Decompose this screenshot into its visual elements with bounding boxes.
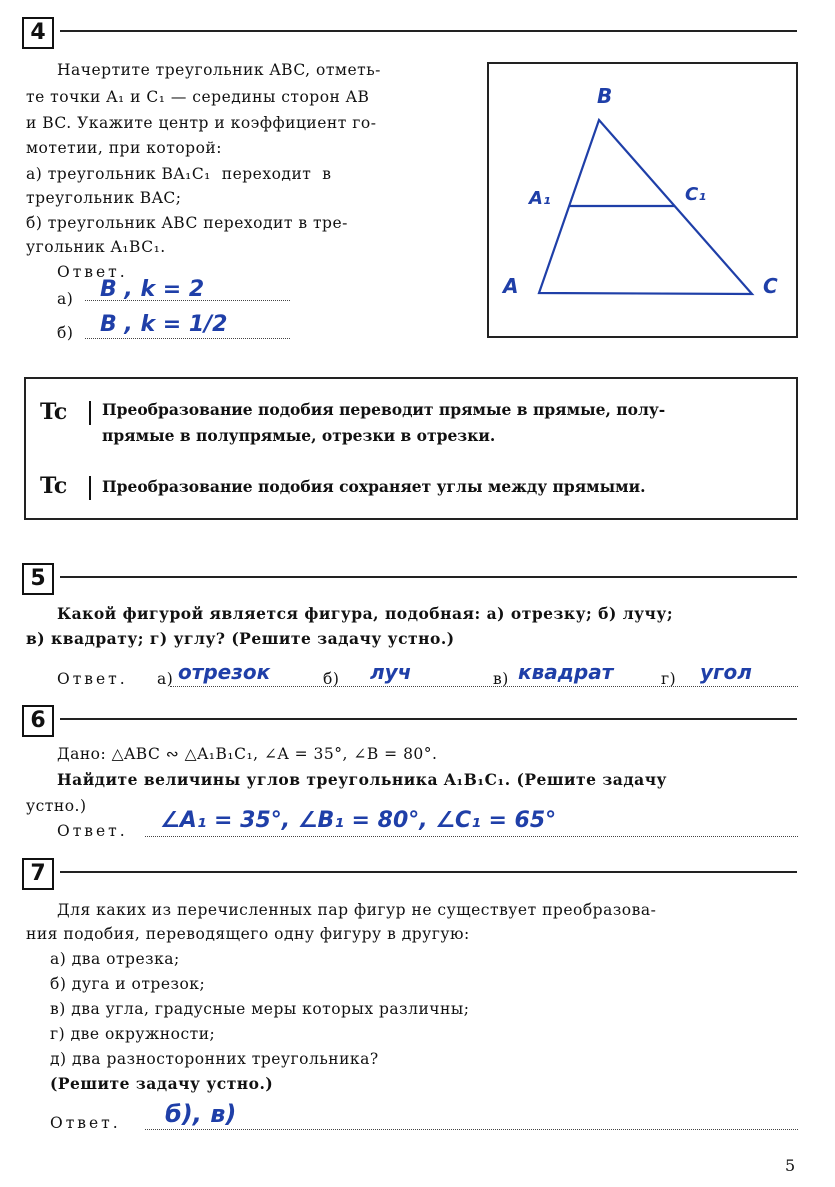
theorem-symbol: Tc	[40, 473, 68, 499]
task7-line: б) дуга и отрезок;	[50, 975, 206, 993]
task-divider	[60, 718, 797, 720]
answer-d-handwritten: угол	[700, 660, 752, 684]
answer-d-label: г)	[661, 670, 677, 688]
task4-line: а) треугольник BA₁C₁ переходит в	[26, 165, 332, 183]
theorem-text: прямые в полупрямые, отрезки в отрезки.	[102, 426, 496, 445]
answer-label: Ответ.	[50, 1114, 121, 1132]
task7-line: ния подобия, переводящего одну фигуру в другую:	[26, 925, 470, 943]
theorem-separator	[89, 401, 91, 425]
task4-line: мотетии, при которой:	[26, 139, 222, 157]
task-number-6: 6	[22, 705, 54, 737]
answer-line	[170, 686, 798, 687]
answer-line	[145, 1129, 798, 1130]
theorem-symbol: Tc	[40, 399, 68, 425]
answer-a-handwritten: отрезок	[178, 660, 271, 684]
task-divider	[60, 576, 797, 578]
task5-line: в) квадрату; г) углу? (Решите задачу устно.)	[26, 629, 455, 648]
task-number-5: 5	[22, 563, 54, 595]
theorem-text: Преобразование подобия сохраняет углы между прямыми.	[102, 477, 646, 496]
task7-line: д) два разносторонних треугольника?	[50, 1050, 379, 1068]
task-divider	[60, 30, 797, 32]
answer-label: Ответ.	[57, 822, 128, 840]
answer-line	[145, 836, 798, 837]
label-b: B	[597, 84, 613, 108]
answer-label: Ответ.	[57, 670, 128, 688]
task7-line: в) два угла, градусные меры которых различны;	[50, 1000, 470, 1018]
theorem-box	[24, 377, 798, 520]
answer-b-handwritten: луч	[370, 660, 412, 684]
theorem-text: Преобразование подобия переводит прямые в прямые, полу-	[102, 400, 666, 419]
task-divider	[60, 871, 797, 873]
task4-line: угольник A₁BC₁.	[26, 238, 166, 256]
answer-c-label: в)	[493, 670, 509, 688]
answer-b-handwritten: B , k = 1/2	[100, 312, 228, 337]
answer-line	[85, 338, 290, 339]
task-number-4: 4	[22, 17, 54, 49]
task7-line: г) две окружности;	[50, 1025, 216, 1043]
task7-line: а) два отрезка;	[50, 950, 180, 968]
task4-line: и BC. Укажите центр и коэффициент го-	[26, 114, 377, 132]
theorem-separator	[89, 476, 91, 500]
task4-line: те точки A₁ и C₁ — середины сторон AB	[26, 88, 370, 106]
task5-line: Какой фигурой является фигура, подобная: а) отрезку; б) лучу;	[57, 604, 674, 623]
answer-handwritten: б), в)	[165, 1100, 237, 1128]
answer-a-label: а)	[57, 290, 74, 308]
label-a1: A₁	[529, 188, 551, 209]
task7-line: Для каких из перечисленных пар фигур не существует преобразова-	[57, 901, 657, 919]
page-number: 5	[785, 1156, 796, 1175]
label-c: C	[763, 274, 778, 298]
answer-b-label: б)	[323, 670, 340, 688]
label-a: A	[503, 274, 519, 298]
task4-line: б) треугольник ABC переходит в тре-	[26, 214, 348, 232]
task4-line: Начертите треугольник ABC, отметь-	[57, 61, 381, 79]
answer-a-label: а)	[157, 670, 174, 688]
task6-line: устно.)	[26, 797, 87, 815]
answer-handwritten: ∠A₁ = 35°, ∠B₁ = 80°, ∠C₁ = 65°	[160, 808, 557, 833]
task-number-7: 7	[22, 858, 54, 890]
task6-line: Дано: △ABC ∾ △A₁B₁C₁, ∠A = 35°, ∠B = 80°.	[57, 745, 438, 763]
answer-b-label: б)	[57, 324, 74, 342]
task4-line: треугольник BAC;	[26, 189, 182, 207]
answer-a-handwritten: B , k = 2	[100, 277, 205, 302]
answer-label: Ответ.	[57, 263, 128, 281]
triangle-drawing-box	[487, 62, 798, 338]
answer-c-handwritten: квадрат	[518, 660, 614, 684]
task7-line: (Решите задачу устно.)	[50, 1074, 274, 1093]
task6-line: Найдите величины углов треугольника A₁B₁C₁. (Решите задачу	[57, 770, 667, 789]
label-c1: C₁	[685, 184, 707, 205]
